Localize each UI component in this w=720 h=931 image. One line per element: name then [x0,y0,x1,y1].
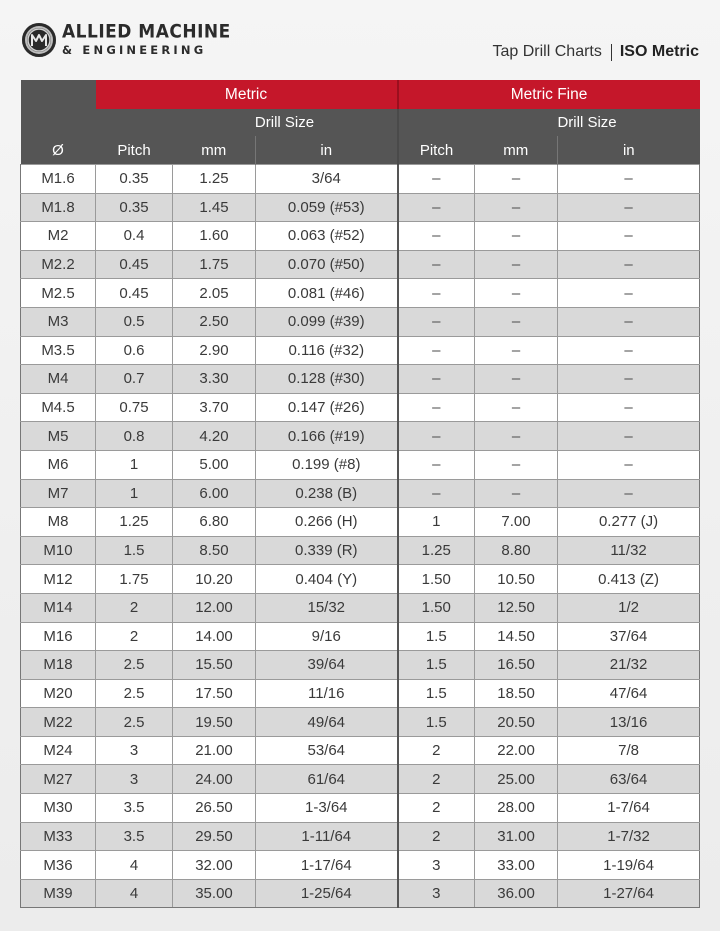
table-row [21,450,700,479]
table-row [21,565,700,594]
fine-drill-in-cell: 13/16 [558,708,700,737]
drill-in-cell: 1-11/64 [256,822,398,851]
fine-drill-mm-cell: 31.00 [475,822,558,851]
fine-pitch-header-spacer [398,109,475,136]
fine-drill-mm-cell: 16.50 [475,651,558,680]
fine-drill-in-cell: 0.277 (J) [558,508,700,537]
table-row [21,708,700,737]
fine-drill-mm-cell: – [475,307,558,336]
logo-wordmark [62,20,231,57]
fine-pitch-cell: – [398,279,475,308]
table-row [21,765,700,794]
drill-in-cell: 49/64 [256,708,398,737]
drill-mm-cell: 17.50 [173,679,256,708]
fine-drill-in-cell: – [558,165,700,194]
drill-size-header: Drill Size [173,109,398,136]
fine-drill-in-cell: 11/32 [558,536,700,565]
thread-size-cell: M2.2 [21,250,96,279]
pitch-cell: 0.35 [96,165,173,194]
thread-size-cell: M7 [21,479,96,508]
company-logo [22,20,231,60]
thread-size-cell: M4 [21,365,96,394]
pitch-cell: 2.5 [96,679,173,708]
fine-drill-in-cell: 7/8 [558,736,700,765]
fine-drill-mm-cell: 22.00 [475,736,558,765]
fine-drill-mm-cell: – [475,365,558,394]
table-row [21,165,700,194]
pitch-cell: 3.5 [96,822,173,851]
pitch-header-spacer [96,109,173,136]
fine-drill-mm-cell: 36.00 [475,879,558,908]
fine-pitch-cell: – [398,336,475,365]
fine-drill-in-cell: – [558,365,700,394]
drill-mm-cell: 29.50 [173,822,256,851]
drill-mm-cell: 4.20 [173,422,256,451]
fine-pitch-cell: – [398,450,475,479]
tap-drill-table-container [20,80,700,908]
fine-pitch-cell: 2 [398,765,475,794]
fine-drill-in-cell: – [558,307,700,336]
fine-pitch-cell: 2 [398,736,475,765]
fine-pitch-cell: 1 [398,508,475,537]
drill-mm-cell: 19.50 [173,708,256,737]
pitch-cell: 4 [96,879,173,908]
drill-mm-cell: 1.75 [173,250,256,279]
thread-size-cell: M3 [21,307,96,336]
drill-mm-cell: 24.00 [173,765,256,794]
thread-size-cell: M8 [21,508,96,537]
fine-drill-size-header: Drill Size [475,109,700,136]
drill-in-cell: 0.128 (#30) [256,365,398,394]
fine-pitch-cell: – [398,365,475,394]
table-row [21,736,700,765]
thread-size-cell: M27 [21,765,96,794]
table-row [21,794,700,823]
fine-mm-header: mm [475,136,558,165]
fine-drill-mm-cell: 33.00 [475,851,558,880]
table-row [21,222,700,251]
pitch-cell: 1.75 [96,565,173,594]
drill-in-cell: 0.199 (#8) [256,450,398,479]
thread-size-cell: M39 [21,879,96,908]
pitch-cell: 4 [96,851,173,880]
drill-in-cell: 0.266 (H) [256,508,398,537]
thread-size-cell: M1.6 [21,165,96,194]
pitch-cell: 0.45 [96,250,173,279]
fine-drill-in-cell: – [558,222,700,251]
pitch-cell: 0.6 [96,336,173,365]
table-row [21,479,700,508]
fine-drill-mm-cell: 8.80 [475,536,558,565]
table-row [21,279,700,308]
pitch-cell: 1.5 [96,536,173,565]
table-body [21,165,700,908]
thread-size-cell: M20 [21,679,96,708]
logo-line-1: ALLIED MACHINE [62,20,231,43]
table-row [21,307,700,336]
fine-drill-mm-cell: 14.50 [475,622,558,651]
title-separator [611,44,612,61]
drill-in-cell: 0.147 (#26) [256,393,398,422]
table-row [21,851,700,880]
thread-size-cell: M4.5 [21,393,96,422]
fine-pitch-cell: 1.5 [398,622,475,651]
fine-drill-mm-cell: – [475,165,558,194]
fine-drill-mm-cell: – [475,222,558,251]
thread-size-cell: M5 [21,422,96,451]
drill-mm-cell: 14.00 [173,622,256,651]
thread-size-cell: M24 [21,736,96,765]
pitch-cell: 0.8 [96,422,173,451]
pitch-cell: 0.7 [96,365,173,394]
drill-in-cell: 0.081 (#46) [256,279,398,308]
drill-in-cell: 3/64 [256,165,398,194]
drill-mm-cell: 3.70 [173,393,256,422]
fine-pitch-cell: 2 [398,794,475,823]
fine-drill-in-cell: 1-27/64 [558,879,700,908]
diameter-header-cell [21,80,96,165]
drill-in-cell: 0.070 (#50) [256,250,398,279]
drill-in-cell: 0.404 (Y) [256,565,398,594]
drill-mm-cell: 1.25 [173,165,256,194]
metric-group-header: Metric [96,80,398,109]
fine-pitch-cell: 1.50 [398,593,475,622]
drill-in-cell: 0.059 (#53) [256,193,398,222]
thread-size-cell: M1.8 [21,193,96,222]
drill-mm-cell: 1.45 [173,193,256,222]
fine-drill-in-cell: – [558,393,700,422]
fine-drill-in-cell: – [558,279,700,308]
diameter-header: Ø [52,142,64,159]
fine-pitch-cell: 1.50 [398,565,475,594]
fine-drill-mm-cell: – [475,193,558,222]
pitch-cell: 3 [96,765,173,794]
pitch-cell: 2 [96,622,173,651]
fine-drill-mm-cell: – [475,250,558,279]
thread-size-cell: M22 [21,708,96,737]
logo-line-2: & ENGINEERING [62,42,207,57]
metric-fine-group-header: Metric Fine [398,80,700,109]
pitch-cell: 0.5 [96,307,173,336]
fine-pitch-cell: 1.5 [398,708,475,737]
fine-drill-in-cell: 0.413 (Z) [558,565,700,594]
pitch-cell: 0.35 [96,193,173,222]
fine-drill-mm-cell: – [475,336,558,365]
fine-pitch-cell: – [398,193,475,222]
pitch-header: Pitch [96,136,173,165]
thread-size-cell: M2 [21,222,96,251]
drill-mm-cell: 6.80 [173,508,256,537]
fine-pitch-cell: 1.5 [398,651,475,680]
thread-size-cell: M14 [21,593,96,622]
table-row [21,622,700,651]
fine-drill-mm-cell: – [475,450,558,479]
drill-in-cell: 11/16 [256,679,398,708]
drill-mm-cell: 15.50 [173,651,256,680]
fine-drill-mm-cell: – [475,479,558,508]
fine-drill-in-cell: – [558,450,700,479]
fine-drill-mm-cell: – [475,279,558,308]
fine-pitch-cell: – [398,250,475,279]
fine-drill-mm-cell: – [475,422,558,451]
drill-in-cell: 0.063 (#52) [256,222,398,251]
fine-drill-in-cell: 1-7/64 [558,794,700,823]
fine-pitch-cell: 3 [398,879,475,908]
drill-mm-cell: 2.90 [173,336,256,365]
fine-drill-in-cell: 37/64 [558,622,700,651]
fine-drill-mm-cell: 20.50 [475,708,558,737]
fine-drill-in-cell: – [558,250,700,279]
fine-drill-mm-cell: – [475,393,558,422]
fine-pitch-cell: – [398,165,475,194]
logo-emblem-icon [22,23,56,57]
fine-drill-in-cell: 1/2 [558,593,700,622]
drill-in-cell: 0.099 (#39) [256,307,398,336]
table-row [21,593,700,622]
fine-drill-in-cell: 21/32 [558,651,700,680]
tap-drill-table [20,80,700,908]
table-row [21,879,700,908]
fine-in-header: in [558,136,700,165]
fine-drill-in-cell: – [558,193,700,222]
fine-pitch-cell: 1.25 [398,536,475,565]
drill-in-cell: 1-25/64 [256,879,398,908]
thread-size-cell: M10 [21,536,96,565]
fine-pitch-cell: – [398,479,475,508]
title-regular: Tap Drill Charts [492,43,602,60]
pitch-cell: 2.5 [96,651,173,680]
document-title [493,43,700,61]
table-row [21,422,700,451]
table-row [21,651,700,680]
drill-in-cell: 0.238 (B) [256,479,398,508]
table-row [21,336,700,365]
fine-pitch-cell: – [398,222,475,251]
pitch-cell: 1 [96,450,173,479]
table-row [21,193,700,222]
pitch-cell: 3 [96,736,173,765]
drill-in-cell: 15/32 [256,593,398,622]
drill-mm-cell: 12.00 [173,593,256,622]
fine-pitch-cell: – [398,422,475,451]
drill-mm-cell: 2.50 [173,307,256,336]
drill-in-cell: 0.116 (#32) [256,336,398,365]
pitch-cell: 0.4 [96,222,173,251]
pitch-cell: 2 [96,593,173,622]
thread-size-cell: M12 [21,565,96,594]
thread-size-cell: M6 [21,450,96,479]
pitch-cell: 1 [96,479,173,508]
drill-mm-cell: 10.20 [173,565,256,594]
table-row [21,365,700,394]
drill-mm-cell: 8.50 [173,536,256,565]
fine-drill-mm-cell: 12.50 [475,593,558,622]
drill-mm-cell: 5.00 [173,450,256,479]
drill-in-cell: 61/64 [256,765,398,794]
drill-in-cell: 9/16 [256,622,398,651]
fine-drill-in-cell: – [558,422,700,451]
drill-mm-cell: 21.00 [173,736,256,765]
pitch-cell: 1.25 [96,508,173,537]
table-row [21,393,700,422]
fine-drill-mm-cell: 10.50 [475,565,558,594]
thread-size-cell: M33 [21,822,96,851]
drill-in-cell: 1-17/64 [256,851,398,880]
fine-drill-in-cell: – [558,336,700,365]
thread-size-cell: M2.5 [21,279,96,308]
drill-in-cell: 1-3/64 [256,794,398,823]
in-header: in [256,136,398,165]
fine-drill-mm-cell: 25.00 [475,765,558,794]
table-row [21,536,700,565]
fine-pitch-header: Pitch [398,136,475,165]
pitch-cell: 0.75 [96,393,173,422]
table-row [21,822,700,851]
fine-pitch-cell: – [398,393,475,422]
drill-in-cell: 0.339 (R) [256,536,398,565]
thread-size-cell: M36 [21,851,96,880]
fine-pitch-cell: 2 [398,822,475,851]
fine-drill-in-cell: 63/64 [558,765,700,794]
thread-size-cell: M3.5 [21,336,96,365]
thread-size-cell: M30 [21,794,96,823]
fine-drill-mm-cell: 18.50 [475,679,558,708]
thread-size-cell: M18 [21,651,96,680]
fine-pitch-cell: 3 [398,851,475,880]
pitch-cell: 2.5 [96,708,173,737]
fine-drill-mm-cell: 28.00 [475,794,558,823]
drill-mm-cell: 1.60 [173,222,256,251]
table-row [21,250,700,279]
fine-drill-mm-cell: 7.00 [475,508,558,537]
fine-pitch-cell: – [398,307,475,336]
drill-mm-cell: 3.30 [173,365,256,394]
table-row [21,508,700,537]
fine-drill-in-cell: – [558,479,700,508]
thread-size-cell: M16 [21,622,96,651]
drill-in-cell: 53/64 [256,736,398,765]
drill-mm-cell: 32.00 [173,851,256,880]
table-row [21,679,700,708]
drill-in-cell: 0.166 (#19) [256,422,398,451]
title-bold: ISO Metric [619,43,699,60]
drill-mm-cell: 2.05 [173,279,256,308]
fine-pitch-cell: 1.5 [398,679,475,708]
drill-mm-cell: 35.00 [173,879,256,908]
drill-mm-cell: 6.00 [173,479,256,508]
drill-in-cell: 39/64 [256,651,398,680]
pitch-cell: 0.45 [96,279,173,308]
fine-drill-in-cell: 47/64 [558,679,700,708]
mm-header: mm [173,136,256,165]
fine-drill-in-cell: 1-7/32 [558,822,700,851]
pitch-cell: 3.5 [96,794,173,823]
fine-drill-in-cell: 1-19/64 [558,851,700,880]
drill-mm-cell: 26.50 [173,794,256,823]
